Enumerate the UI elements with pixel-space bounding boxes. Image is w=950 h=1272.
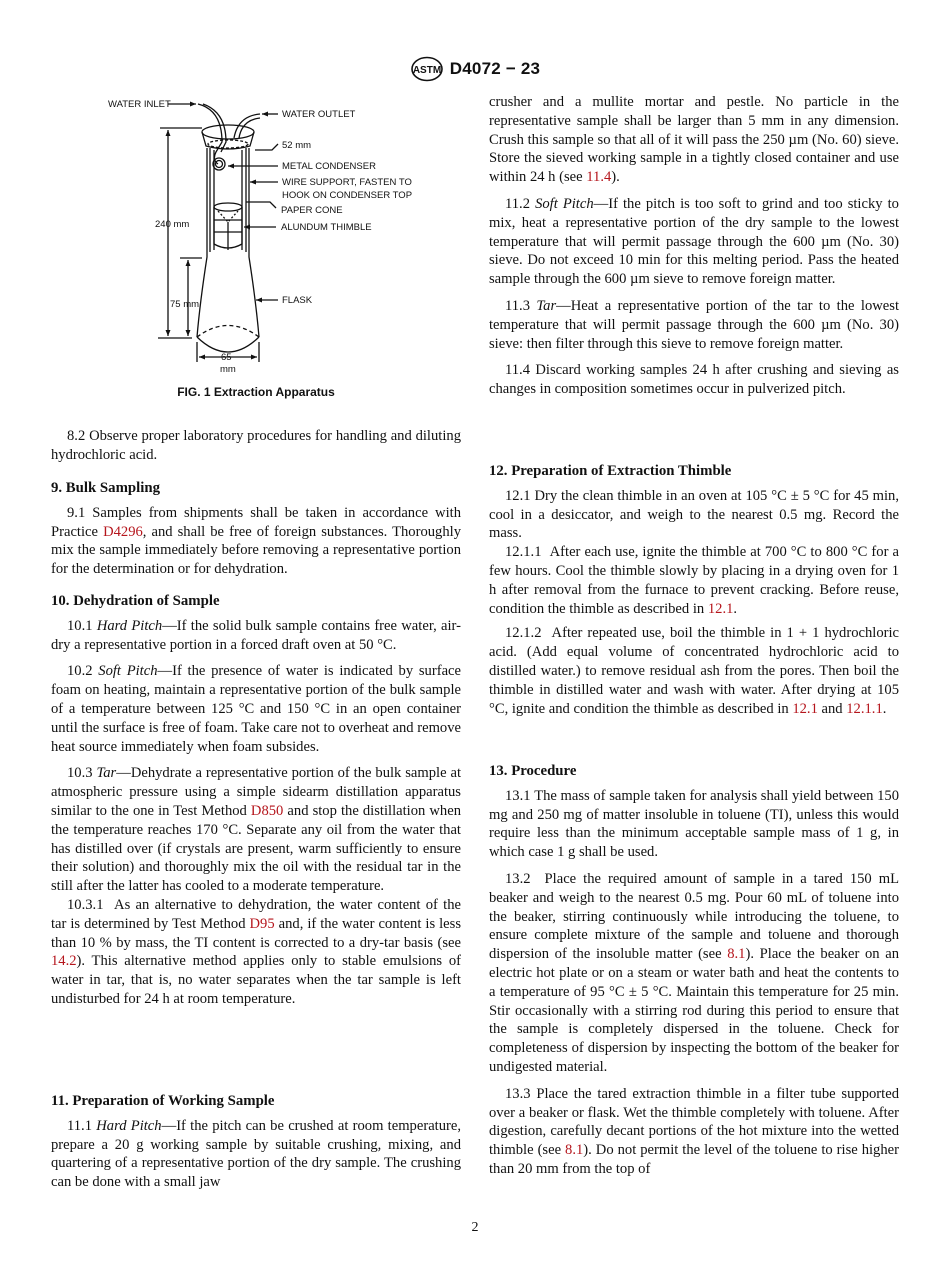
- figure-caption: FIG. 1 Extraction Apparatus: [177, 385, 335, 399]
- link-14-2[interactable]: 14.2: [51, 953, 77, 970]
- label-alundum-thimble: ALUNDUM THIMBLE: [281, 222, 372, 233]
- paragraph-8-2: 8.2 Observe proper laboratory procedures for handling and diluting hydrochloric acid.: [51, 428, 461, 463]
- label-dim-240: 240 mm: [155, 219, 190, 230]
- paragraph-12-1: 12.1 Dry the clean thimble in an oven at 105 °C ± 5 °C for 45 min, cool in a desiccator, and weigh to the nearest 0.5 mg. Record the mass.: [489, 487, 899, 542]
- extraction-apparatus-diagram: [100, 92, 430, 377]
- paragraph-10-2: 10.2 Soft Pitch—If the presence of water is indicated by surface foam on heating, maintain a representative portion of the bulk sample of a temperature between 125 °C and 150 °C in an open container until the surface is free of foam. Take care not to overheat and remove heat source immediately when foam subsides.: [51, 663, 461, 755]
- label-flask: FLASK: [282, 295, 313, 306]
- link-12-1-1[interactable]: 12.1.1: [846, 700, 883, 717]
- label-dim-52: 52 mm: [282, 140, 312, 151]
- link-11-4[interactable]: 11.4: [586, 169, 612, 186]
- label-wire-support-2: HOOK ON CONDENSER TOP: [282, 190, 413, 201]
- label-water-outlet: WATER OUTLET: [282, 109, 356, 120]
- paragraph-13-1: 13.1 The mass of sample taken for analysis shall yield between 150 mg and 250 mg of matter insoluble in toluene (TI), unless this would require less than the minimum acceptable sample mass of 1 g, in which case 1 g shall be used.: [489, 787, 899, 861]
- paragraph-11-3: 11.3 Tar—Heat a representative portion of the tar to the lowest temperature that will permit passage through the 600 µm (No. 30) sieve: then filter through this sieve to remove foreign matter.: [489, 297, 899, 352]
- label-paper-cone: PAPER CONE: [281, 205, 343, 216]
- link-12-1[interactable]: 12.1: [707, 600, 734, 617]
- svg-text:ASTM: ASTM: [412, 65, 441, 76]
- section-11-cont: [489, 93, 899, 399]
- paragraph-10-3: 10.3 Tar—Dehydrate a representative portion of the bulk sample at atmospheric pressure using a simple sidearm distillation apparatus similar to the one in Test Method D850 and stop the distillation when the temperature reaches 170 °C. Separate any oil from the water that has distilled over (if crystals are present, warm sufficiently to ensure their solution) and thoroughly mix the oil with the residual tar in the still after the latter has cooled to a moderate temperature.: [51, 765, 461, 895]
- paragraph-11-1: 11.1 Hard Pitch—If the pitch can be crushed at room temperature, prepare a 20 g working sample by suitable crushing, mixing, and quartering of a representative portion of the dry sample. The crushing can be done with a small jaw: [51, 1117, 462, 1191]
- section-13: [489, 762, 899, 1179]
- link-d850[interactable]: D850: [250, 802, 284, 819]
- section-10: [51, 592, 461, 1009]
- label-metal-condenser: METAL CONDENSER: [282, 161, 376, 172]
- paragraph-13-3: 13.3 Place the tared extraction thimble in a filter tube supported over a beaker or flask. Wet the thimble completely with toluene. After digestion, carefully decant portions of the hot mixture into the wetted thimble (see 8.1). Do not permit the level of the toluene to rise higher than 20 mm from the top of: [489, 1085, 899, 1177]
- paragraph-13-2: 13.2 Place the required amount of sample in a tared 150 mL beaker and weigh to the nearest 0.5 mg. Pour 60 mL of toluene into the beaker, stirring continuously while introducing the toluene, to ensure complete mixture of the sample and toluene and thorough dispersion of the insoluble matter (see 8.1). Place the beaker on an electric hot plate or on a steam or water bath and heat the contents to a temperature of 95 °C ± 5 °C. Maintain this temperature for 25 min. Stir occasionally with a stirring rod during this period to ensure that the sample is completely dispersed in the toluene. Check for completeness of dispersion by inspecting the bottom of the beaker for undigested material.: [489, 870, 899, 1075]
- document-id: D4072 − 23: [449, 59, 541, 78]
- heading-bulk-sampling: 9. Bulk Sampling: [51, 480, 160, 496]
- label-dim-75: 75 mm: [170, 299, 200, 310]
- heading-extraction-thimble: 12. Preparation of Extraction Thimble: [489, 463, 732, 479]
- section-11: [51, 1092, 461, 1192]
- section-8-2: [51, 427, 461, 465]
- paragraph-9-1: 9.1 Samples from shipments shall be taken in accordance with Practice D4296, and shall be free of foreign substances. Thoroughly mix the sample immediately before removing a representative portion for the determination or for dehydration.: [51, 504, 461, 578]
- link-12-1[interactable]: 12.1: [792, 700, 818, 717]
- heading-working-sample: 11. Preparation of Working Sample: [51, 1093, 275, 1109]
- paragraph-11-2: 11.2 Soft Pitch—If the pitch is too soft to grind and too sticky to mix, heat a representative portion of the dry sample to the lowest temperature that will permit passage through the 600 µm (No. 30) sieve. Do not exceed 10 min for this melting period. Pass the heated sample through the 600 µm sieve to remove foreign matter.: [489, 195, 899, 288]
- paragraph-12-1-2: 12.1.2 After repeated use, boil the thimble in 1 + 1 hydrochloric acid. (Add equal volume of concentrated hydrochloric acid to distilled water.) to remove residual ash from the pores. Then boil the thimble in distilled water and wash with water. After drying at 105 °C, ignite and condition the thimble as described in 12.1 and 12.1.1.: [489, 625, 900, 717]
- label-wire-support-1: WIRE SUPPORT, FASTEN TO: [282, 177, 412, 188]
- page-number: 2: [471, 1220, 479, 1235]
- heading-dehydration: 10. Dehydration of Sample: [51, 593, 220, 609]
- figure-extraction-apparatus: [100, 92, 430, 377]
- astm-logo-icon: [410, 56, 444, 82]
- link-8-1[interactable]: 8.1: [727, 946, 746, 963]
- paragraph-11-4: 11.4 Discard working samples 24 h after crushing and sieving as changes in composition sometimes occur in pulverized pitch.: [489, 362, 899, 398]
- paragraph-10-1: 10.1 Hard Pitch—If the solid bulk sample contains free water, air-dry a representative portion in a forced draft oven at 50 °C.: [51, 617, 461, 653]
- paragraph-11-1-continued: crusher and a mullite mortar and pestle. No particle in the representative sample shall be larger than 5 mm in any dimension. Crush this sample so that all of it will pass the 250 µm (No. 60) sieve. Store the sieved working sample in a tightly closed container and use within 24 h (see 11.4).: [489, 94, 899, 186]
- page-header: [0, 56, 950, 82]
- link-d4296[interactable]: D4296: [103, 523, 143, 540]
- label-dim-65: 65: [221, 352, 232, 363]
- heading-procedure: 13. Procedure: [489, 763, 577, 779]
- section-12: [489, 462, 899, 718]
- link-d95[interactable]: D95: [249, 915, 275, 932]
- paragraph-10-3-1: 10.3.1 As an alternative to dehydration, the water content of the tar is determined by Test Method D95 and, if the water content is less than 10 % by mass, the TI content is corrected to a dry-tar basis (see 14.2). This alternative method applies only to stable emulsions of water in tar, that is, no water separates when the tar sample is left undisturbed for 24 h at room temperature.: [51, 896, 462, 1007]
- section-9: [51, 479, 461, 579]
- label-water-inlet: WATER INLET: [108, 99, 171, 110]
- paragraph-12-1-1: 12.1.1 After each use, ignite the thimble at 700 °C to 800 °C for a few hours. Cool the thimble slowly by placing in a drying oven for 1 h after removal from the furnace to prevent cracking. Before reuse, condition the thimble as described in 12.1.: [489, 544, 899, 617]
- link-8-1[interactable]: 8.1: [565, 1142, 584, 1159]
- label-dim-65-unit: mm: [220, 364, 236, 375]
